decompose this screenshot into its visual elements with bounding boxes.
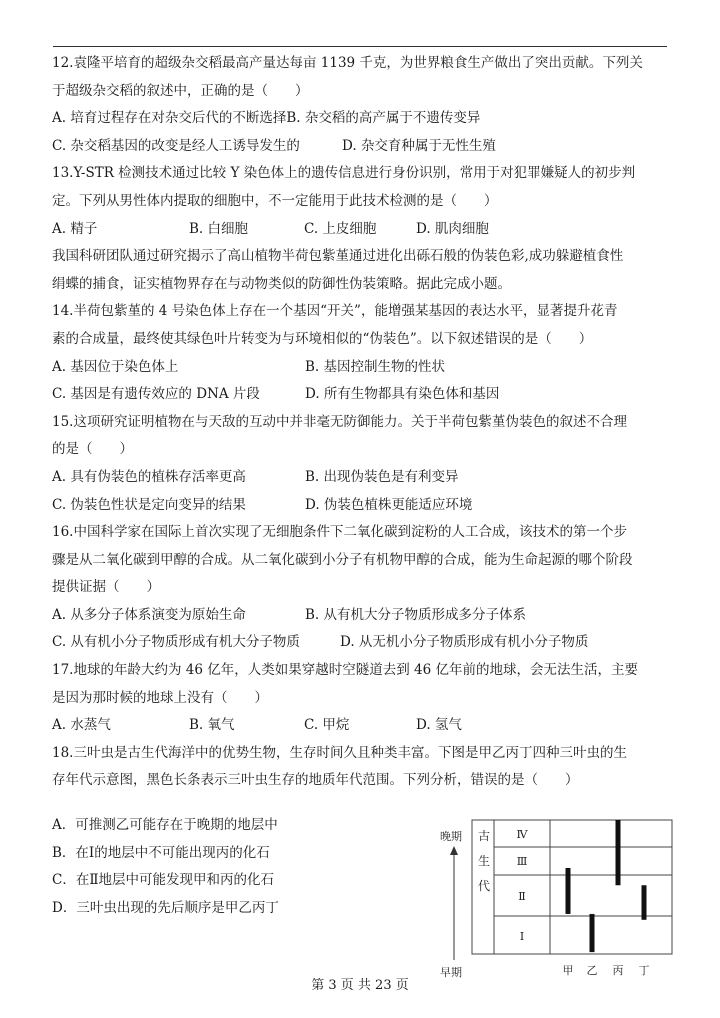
q15-option-a: A. 具有伪装色的植株存活率更高 xyxy=(52,468,246,485)
era-char-1: 古 xyxy=(478,829,491,843)
question-body xyxy=(52,50,672,795)
q14-stem-line2: 素的合成量，最终使其绿色叶片转变为与环境相似的“伪装色”。以下叙述错误的是（ ） xyxy=(52,330,593,347)
species-label-jia: 甲 xyxy=(562,964,574,977)
period-label-i: Ⅰ xyxy=(519,930,525,943)
q18-options xyxy=(52,812,279,922)
intro-line1: 我国科研团队通过研究揭示了高山植物半荷包紫堇通过进化出砾石般的伪装色彩,成功躲避植食性 xyxy=(52,248,624,265)
q16-option-a: A. 从多分子体系演变为原始生命 xyxy=(52,606,246,623)
page-footer: 第 3 页 共 23 页 xyxy=(311,978,409,993)
q13-option-a: A. 精子 xyxy=(52,220,98,237)
q13-options xyxy=(52,216,672,244)
era-char-3: 代 xyxy=(478,879,491,893)
q16-option-c: C. 从有机小分子物质形成有机大分子物质 xyxy=(52,634,300,651)
bar-jia xyxy=(566,868,571,914)
q15-option-d: D. 伪装色植株更能适应环境 xyxy=(305,496,473,513)
q12-option-c: C. 杂交稻基因的改变是经人工诱导发生的 xyxy=(52,137,300,154)
q12-option-b: B. 杂交稻的高产属于不遗传变异 xyxy=(286,110,481,127)
q14-options-row1 xyxy=(52,354,672,382)
q14-options-row2 xyxy=(52,381,672,409)
q16-stem-line1: 16.中国科学家在国际上首次实现了无细胞条件下二氧化碳到淀粉的人工合成，该技术的第一个步 xyxy=(52,524,627,541)
late-label: 晚期 xyxy=(440,830,462,843)
q15-stem-line2: 的是（ ） xyxy=(52,441,133,458)
species-label-yi: 乙 xyxy=(586,964,598,977)
q17-options xyxy=(52,712,672,740)
q17-stem-line1: 17.地球的年龄大约为 46 亿年，人类如果穿越时空隧道去到 46 亿年前的地球，会无法生活，主要 xyxy=(52,662,638,679)
q15-option-b: B. 出现伪装色是有利变异 xyxy=(305,468,459,485)
q16-option-b: B. 从有机大分子物质形成多分子体系 xyxy=(305,606,527,623)
q15-stem-line1: 15.这项研究证明植物在与天敌的互动中并非毫无防御能力。关于半荷包紫堇伪装色的叙述不合理 xyxy=(52,413,627,430)
q12-options-row2 xyxy=(52,133,672,161)
period-label-iii: Ⅲ xyxy=(516,855,528,868)
q14-option-b: B. 基因控制生物的性状 xyxy=(305,358,446,375)
q12-option-a: A. 培育过程存在对杂交后代的不断选择 xyxy=(52,110,287,127)
q18-stem-line1: 18.三叶虫是古生代海洋中的优势生物，生存时间久且种类丰富。下图是甲乙丙丁四种三叶虫的生 xyxy=(52,744,627,761)
q12-options-row1 xyxy=(52,105,672,133)
q12-stem-line2: 于超级杂交稻的叙述中，正确的是（ ） xyxy=(52,82,309,99)
q15-options-row2 xyxy=(52,492,672,520)
period-label-ii: Ⅱ xyxy=(518,890,526,903)
q18-option-a: A．可推测乙可能存在于晚期的地层中 xyxy=(52,817,278,833)
q17-option-c: C. 甲烷 xyxy=(304,717,350,734)
q14-option-d: D. 所有生物都具有染色体和基因 xyxy=(305,386,500,403)
species-label-bing: 丙 xyxy=(612,964,624,977)
q16-option-d: D. 从无机小分子物质形成有机小分子物质 xyxy=(340,634,589,651)
q18-option-d: D．三叶虫出现的先后顺序是甲乙丙丁 xyxy=(52,899,279,916)
time-arrow-head xyxy=(450,846,458,855)
q13-option-b: B. 白细胞 xyxy=(189,220,249,237)
q16-stem-line3: 提供证据（ ） xyxy=(52,579,160,596)
q16-options-row1 xyxy=(52,602,672,630)
era-char-2: 生 xyxy=(478,854,491,868)
q18-stem-line2: 存年代示意图，黑色长条表示三叶虫生存的地质年代范围。下列分析，错误的是（ ） xyxy=(52,772,579,789)
q15-options-row1 xyxy=(52,464,672,492)
q17-stem-line2: 是因为那时候的地球上没有（ ） xyxy=(52,689,268,706)
trilobite-range-chart xyxy=(438,818,678,988)
q13-stem-line1: 13.Y-STR 检测技术通过比较 Y 染色体上的遗传信息进行身份识别，常用于对犯罪嫌疑人的初步判 xyxy=(52,165,636,182)
q16-options-row2 xyxy=(52,629,672,657)
q12-stem-line1: 12.袁隆平培育的超级杂交稻最高产量达每亩 1139 千克，为世界粮食生产做出了突出贡献。下列关 xyxy=(52,55,643,71)
early-label: 早期 xyxy=(440,966,462,979)
q12-option-d: D. 杂交育种属于无性生殖 xyxy=(342,137,496,154)
species-label-ding: 丁 xyxy=(638,964,650,977)
q18-option-c: C．在Ⅱ地层中可能发现甲和丙的化石 xyxy=(52,872,275,889)
q14-option-a: A. 基因位于染色体上 xyxy=(52,358,179,375)
bar-yi xyxy=(590,914,595,952)
q17-option-b: B. 氧气 xyxy=(189,717,235,734)
q14-option-c: C. 基因是有遗传效应的 DNA 片段 xyxy=(52,386,260,403)
q15-option-c: C. 伪装色性状是定向变异的结果 xyxy=(52,496,246,513)
intro-line2: 绢蝶的捕食，证实植物界存在与动物类似的防御性伪装策略。据此完成小题。 xyxy=(52,275,511,292)
period-label-iv: Ⅳ xyxy=(516,828,528,841)
q13-option-d: D. 肌肉细胞 xyxy=(416,220,489,237)
bar-bing xyxy=(616,820,621,885)
bar-ding xyxy=(642,885,647,920)
q13-stem-line2: 定。下列从男性体内提取的细胞中，不一定能用于此技术检测的是（ ） xyxy=(52,192,498,209)
q17-option-a: A. 水蒸气 xyxy=(52,717,111,734)
q14-stem-line1: 14.半荷包紫堇的 4 号染色体上存在一个基因“开关”，能增强某基因的表达水平，显著提升花青 xyxy=(52,303,618,320)
q13-option-c: C. 上皮细胞 xyxy=(304,220,377,237)
q18-option-b: B．在Ⅰ的地层中不可能出现丙的化石 xyxy=(52,844,270,861)
q17-option-d: D. 氢气 xyxy=(416,717,462,734)
header-rule xyxy=(53,46,667,47)
q16-stem-line2: 骤是从二氧化碳到甲醇的合成。从二氧化碳到小分子有机物甲醇的合成，能为生命起源的哪个阶段 xyxy=(52,551,633,568)
